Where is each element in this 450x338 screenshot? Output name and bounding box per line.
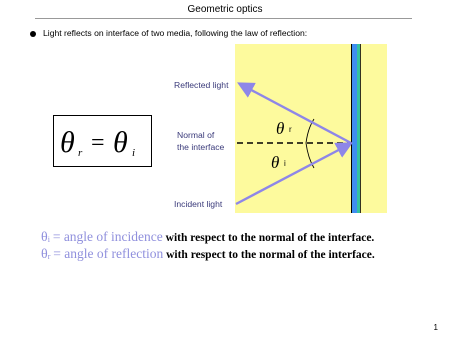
reflected-light-label: Reflected light: [174, 80, 229, 90]
equation-equals: =: [91, 130, 105, 156]
normal-label-line1: Normal of: [177, 130, 215, 140]
slide-header-title: Geometric optics: [187, 4, 263, 15]
theta-r-sub: r: [289, 125, 292, 134]
incident-light-label: Incident light: [174, 199, 223, 209]
theta-r-label: θ: [276, 119, 285, 138]
definition-reflection: [41, 246, 375, 263]
page-number: 1: [433, 323, 438, 332]
equation-lhs-sub: r: [78, 147, 83, 159]
definition-incidence-phrase: = angle of incidence: [52, 229, 163, 244]
normal-label-line2: the interface: [177, 142, 225, 152]
theta-symbol: θ: [41, 230, 48, 245]
equation-graphic: [54, 116, 151, 166]
theta-i-sub: i: [284, 159, 286, 168]
svg-text:θ: θ: [113, 126, 128, 159]
law-of-reflection-equation: [53, 115, 152, 167]
theta-symbol: θ: [41, 247, 48, 262]
theta-i-label: θ: [271, 153, 280, 172]
interface-strip: [352, 44, 357, 213]
mirror-strip: [357, 44, 360, 213]
svg-text:θ: θ: [60, 126, 75, 159]
definition-reflection-rest: with respect to the normal of the interface.: [166, 249, 375, 261]
equation-rhs-sub: i: [132, 147, 136, 159]
definition-incidence-rest: with respect to the normal of the interface.: [165, 232, 375, 244]
definition-reflection-sub: r: [47, 252, 51, 261]
medium-region: [235, 44, 387, 213]
definition-incidence-sub: i: [47, 235, 50, 244]
definition-reflection-phrase: = angle of reflection: [53, 246, 164, 261]
bullet-text: Light reflects on interface of two media, following the law of reflection:: [43, 28, 308, 38]
definition-incidence: [41, 229, 374, 246]
